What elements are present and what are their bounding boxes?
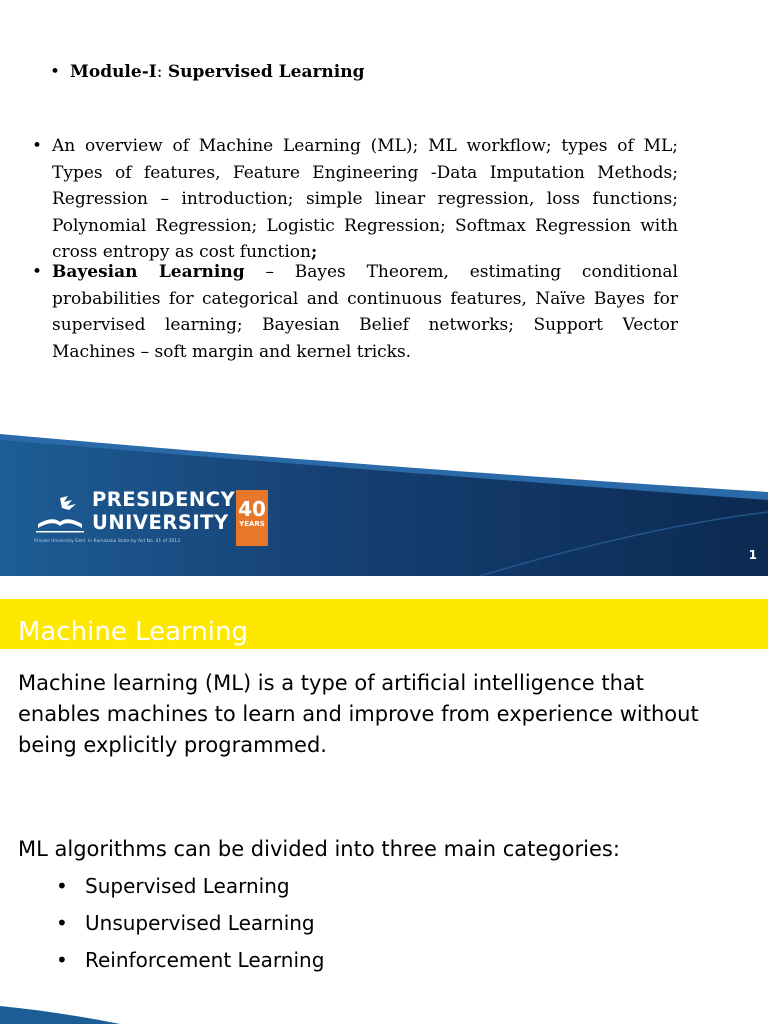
university-subtext: Private University Estd. in Karnataka State by Act No. 41 of 2013: [34, 539, 180, 544]
bullet-icon: •: [56, 874, 68, 898]
bullet-icon: •: [56, 948, 68, 972]
category-label: Unsupervised Learning: [85, 911, 315, 935]
university-name-line-2: UNIVERSITY: [92, 511, 229, 534]
bayesian-text: – Bayes Theorem, estimating conditional probabilities for categorical and continuous features, Naïve Bayes for supervised learning; Bayesian Belief networks; Support Vector Machines – soft margin and kernel tricks.: [52, 262, 678, 362]
bullet-icon: •: [32, 262, 43, 282]
categories-list: [56, 872, 324, 983]
footer-stripe: [0, 992, 768, 1024]
categories-intro: ML algorithms can be divided into three main categories:: [18, 837, 620, 861]
list-item: [56, 909, 324, 946]
badge-number: 40: [238, 497, 266, 521]
university-name-line-1: PRESIDENCY: [92, 488, 236, 511]
bayesian-heading: Bayesian Learning: [52, 262, 245, 282]
page-number: 1: [748, 548, 757, 562]
list-item: [56, 872, 324, 909]
overview-end: ;: [310, 242, 318, 262]
ml-definition: Machine learning (ML) is a type of artificial intelligence that enables machines to learn and improve from experience without being explicitly programmed.: [18, 671, 699, 757]
category-label: Supervised Learning: [85, 874, 290, 898]
40-years-badge: [236, 490, 268, 546]
university-name: [92, 488, 235, 534]
list-item: [56, 946, 324, 983]
bullet-icon: •: [50, 62, 61, 82]
module-topic: Supervised Learning: [167, 62, 365, 82]
module-separator: :: [156, 62, 163, 82]
slide-2: [0, 576, 768, 1024]
bullet-icon: •: [32, 136, 43, 156]
slide-title: Machine Learning: [18, 617, 248, 647]
book-bird-logo-icon: [34, 494, 86, 534]
module-label: Module-I: [70, 62, 157, 82]
bullet-icon: •: [56, 911, 68, 935]
category-label: Reinforcement Learning: [85, 948, 325, 972]
badge-text: YEARS: [239, 520, 265, 528]
overview-text: An overview of Machine Learning (ML); ML workflow; types of ML; Types of features, Feature Engineering -Data Imputation Methods; Regression – introduction; simple linear regression, loss functions; Polynomial Regression; Logistic Regression; Softmax Regression with cross entropy as cost function: [52, 136, 678, 262]
